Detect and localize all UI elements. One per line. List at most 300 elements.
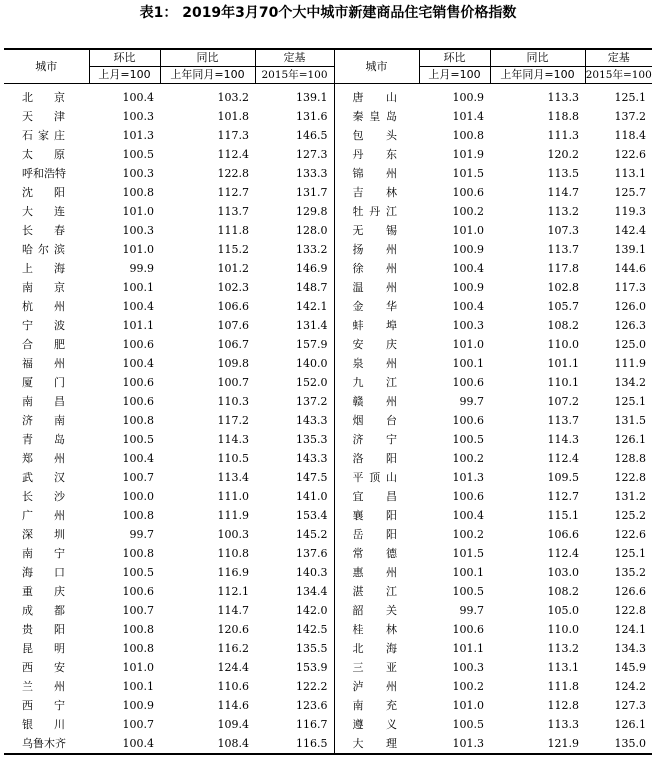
cell-right-city: 九江	[334, 373, 419, 392]
cell-left-city: 福州	[22, 357, 65, 370]
cell-right-yoy: 111.3	[547, 129, 579, 142]
cell-left-yoy: 112.1	[217, 585, 249, 598]
table-row	[4, 316, 652, 335]
cell-right-city: 大理	[334, 734, 419, 754]
cell-left-yoy: 116.2	[217, 642, 249, 655]
cell-left-base: 137.2	[296, 395, 328, 408]
cell-left-yoy: 112.4	[217, 148, 249, 161]
cell-left-yoy: 122.8	[217, 167, 249, 180]
cell-right-mom: 101.0	[452, 699, 484, 712]
cell-right-city: 赣州	[334, 392, 419, 411]
cell-left-base: 152.0	[296, 376, 328, 389]
cell-left-yoy: 113.4	[217, 471, 249, 484]
cell-right-yoy: 110.0	[547, 338, 579, 351]
cell-right-yoy: 112.7	[547, 490, 579, 503]
table-row	[4, 601, 652, 620]
cell-left-base: 142.0	[296, 604, 328, 617]
cell-left-city: 银川	[22, 718, 65, 731]
cell-right-base: 113.1	[614, 167, 646, 180]
cell-left-city: 西安	[22, 661, 65, 674]
cell-left-base: 134.4	[296, 585, 328, 598]
cell-left-city: 太原	[22, 148, 65, 161]
cell-left-mom: 100.4	[122, 300, 154, 313]
cell-right-base: 126.0	[614, 300, 646, 313]
cell-right-mom: 100.5	[452, 718, 484, 731]
cell-left-city: 兰州	[22, 680, 65, 693]
cell-right-mom: 100.9	[452, 91, 484, 104]
cell-right-mom: 100.4	[452, 300, 484, 313]
cell-right-base: 125.1	[614, 395, 646, 408]
cell-right-yoy: 113.2	[547, 205, 579, 218]
cell-left-city: 厦门	[22, 376, 65, 389]
cell-right-mom: 100.6	[452, 414, 484, 427]
cell-right-base: 135.0	[585, 734, 652, 754]
cell-left-mom: 101.1	[122, 319, 154, 332]
cell-left-mom: 100.8	[122, 623, 154, 636]
table-row	[4, 582, 652, 601]
table-row	[4, 563, 652, 582]
cell-left-base: 145.2	[296, 528, 328, 541]
cell-left-city: 海口	[22, 566, 65, 579]
cell-left-city: 郑州	[22, 452, 65, 465]
cell-right-mom: 100.9	[452, 281, 484, 294]
cell-right-mom: 100.4	[452, 262, 484, 275]
cell-right-base: 131.5	[614, 414, 646, 427]
cell-right-yoy: 110.0	[547, 623, 579, 636]
cell-left-yoy: 101.8	[217, 110, 249, 123]
table-row	[4, 468, 652, 487]
cell-left-base: 148.7	[296, 281, 328, 294]
cell-right-mom: 101.0	[452, 338, 484, 351]
cell-right-mom: 100.5	[452, 585, 484, 598]
cell-left-base: 143.3	[296, 452, 328, 465]
table-row	[4, 107, 652, 126]
subheader-mom-right: 上月=100	[419, 67, 490, 84]
cell-right-base: 122.6	[614, 528, 646, 541]
cell-right-yoy: 113.1	[547, 661, 579, 674]
cell-right-city: 济宁	[334, 430, 419, 449]
cell-right-base: 135.2	[614, 566, 646, 579]
table-row	[4, 544, 652, 563]
table-row	[4, 240, 652, 259]
header-mom-right: 环比	[419, 49, 490, 67]
cell-left-city: 长沙	[22, 490, 65, 503]
cell-right-yoy: 106.6	[547, 528, 579, 541]
cell-left-base: 139.1	[296, 91, 328, 104]
cell-left-city: 南京	[22, 281, 65, 294]
cell-right-mom: 101.3	[452, 471, 484, 484]
cell-left-base: 153.9	[296, 661, 328, 674]
cell-left-mom: 101.0	[122, 243, 154, 256]
cell-left-city: 宁波	[22, 319, 65, 332]
cell-left-mom: 100.8	[122, 509, 154, 522]
table-row	[4, 335, 652, 354]
table-row	[4, 297, 652, 316]
cell-right-yoy: 109.5	[547, 471, 579, 484]
cell-left-mom: 99.7	[129, 528, 154, 541]
cell-left-mom: 100.5	[122, 148, 154, 161]
cell-right-city: 温州	[334, 278, 419, 297]
cell-left-city: 西宁	[22, 699, 65, 712]
cell-right-base: 125.2	[614, 509, 646, 522]
cell-right-mom: 100.2	[452, 452, 484, 465]
table-row	[4, 373, 652, 392]
cell-right-yoy: 113.7	[547, 414, 579, 427]
cell-right-city: 牡丹江	[334, 202, 419, 221]
table-row	[4, 525, 652, 544]
cell-right-yoy: 113.2	[547, 642, 579, 655]
cell-right-base: 126.3	[614, 319, 646, 332]
cell-left-city: 武汉	[22, 471, 65, 484]
cell-right-mom: 100.5	[452, 433, 484, 446]
cell-right-base: 122.8	[614, 471, 646, 484]
cell-right-yoy: 120.2	[547, 148, 579, 161]
cell-right-mom: 100.1	[452, 566, 484, 579]
cell-left-city: 大连	[22, 205, 65, 218]
cell-left-yoy: 108.4	[160, 734, 255, 754]
cell-left-city: 哈尔滨	[22, 243, 65, 256]
cell-right-city: 丹东	[334, 145, 419, 164]
cell-left-base: 146.5	[296, 129, 328, 142]
cell-right-city: 惠州	[334, 563, 419, 582]
cell-right-base: 126.1	[614, 718, 646, 731]
cell-right-base: 119.3	[614, 205, 646, 218]
cell-left-yoy: 111.8	[217, 224, 249, 237]
cell-left-mom: 100.8	[122, 186, 154, 199]
table-row	[4, 259, 652, 278]
cell-right-city: 泉州	[334, 354, 419, 373]
cell-right-base: 128.8	[614, 452, 646, 465]
cell-left-mom: 100.8	[122, 414, 154, 427]
header-city-right: 城市	[334, 49, 419, 84]
cell-left-yoy: 114.3	[217, 433, 249, 446]
table-row	[4, 278, 652, 297]
cell-right-city: 唐山	[334, 84, 419, 108]
cell-left-mom: 100.3	[122, 224, 154, 237]
cell-right-mom: 100.4	[452, 509, 484, 522]
cell-left-yoy: 113.7	[217, 205, 249, 218]
cell-left-city: 上海	[22, 262, 65, 275]
cell-right-base: 125.0	[614, 338, 646, 351]
cell-left-base: 142.1	[296, 300, 328, 313]
cell-right-city: 徐州	[334, 259, 419, 278]
cell-right-mom: 100.2	[452, 680, 484, 693]
cell-left-mom: 100.3	[122, 167, 154, 180]
cell-right-city: 湛江	[334, 582, 419, 601]
cell-left-yoy: 114.6	[217, 699, 249, 712]
cell-right-mom: 101.0	[452, 224, 484, 237]
cell-left-city: 呼和浩特	[22, 167, 66, 180]
cell-right-city: 襄阳	[334, 506, 419, 525]
cell-left-mom: 100.4	[89, 734, 160, 754]
table-row	[4, 411, 652, 430]
cell-left-base: 116.7	[296, 718, 328, 731]
cell-right-base: 127.3	[614, 699, 646, 712]
table-row	[4, 715, 652, 734]
cell-left-base: 135.5	[296, 642, 328, 655]
cell-right-yoy: 117.8	[547, 262, 579, 275]
cell-left-base: 135.3	[296, 433, 328, 446]
cell-left-mom: 100.7	[122, 604, 154, 617]
cell-left-yoy: 103.2	[217, 91, 249, 104]
table-row	[4, 696, 652, 715]
cell-right-city: 无锡	[334, 221, 419, 240]
table-row	[4, 202, 652, 221]
cell-left-mom: 101.0	[122, 205, 154, 218]
header-yoy-left: 同比	[160, 49, 255, 67]
cell-right-city: 金华	[334, 297, 419, 316]
cell-left-base: 127.3	[296, 148, 328, 161]
cell-right-base: 131.2	[614, 490, 646, 503]
cell-right-yoy: 108.2	[547, 319, 579, 332]
cell-right-mom: 100.3	[452, 661, 484, 674]
cell-right-base: 144.6	[614, 262, 646, 275]
cell-right-mom: 100.3	[452, 319, 484, 332]
cell-right-yoy: 110.1	[547, 376, 579, 389]
cell-left-yoy: 100.3	[217, 528, 249, 541]
cell-left-base: 133.2	[296, 243, 328, 256]
cell-right-city: 锦州	[334, 164, 419, 183]
cell-right-base: 137.2	[614, 110, 646, 123]
table-row	[4, 449, 652, 468]
cell-right-base: 126.6	[614, 585, 646, 598]
table-row	[4, 221, 652, 240]
cell-right-yoy: 114.3	[547, 433, 579, 446]
cell-left-mom: 100.6	[122, 376, 154, 389]
cell-right-base: 139.1	[614, 243, 646, 256]
cell-right-city: 南充	[334, 696, 419, 715]
cell-right-base: 134.2	[614, 376, 646, 389]
cell-left-base: 147.5	[296, 471, 328, 484]
cell-right-base: 122.6	[614, 148, 646, 161]
cell-right-base: 145.9	[614, 661, 646, 674]
cell-right-city: 安庆	[334, 335, 419, 354]
cell-left-base: 131.4	[296, 319, 328, 332]
cell-right-base: 134.3	[614, 642, 646, 655]
cell-right-base: 125.1	[614, 547, 646, 560]
cell-left-yoy: 111.0	[217, 490, 249, 503]
cell-left-yoy: 110.5	[217, 452, 249, 465]
cell-right-yoy: 115.1	[547, 509, 579, 522]
header-base-left: 定基	[255, 49, 334, 67]
cell-right-mom: 100.2	[452, 528, 484, 541]
cell-right-mom: 101.1	[452, 642, 484, 655]
cell-right-yoy: 113.3	[547, 718, 579, 731]
cell-left-mom: 100.6	[122, 338, 154, 351]
cell-left-yoy: 109.8	[217, 357, 249, 370]
cell-left-city: 石家庄	[22, 129, 65, 142]
cell-right-base: 126.1	[614, 433, 646, 446]
cell-right-city: 洛阳	[334, 449, 419, 468]
cell-right-mom: 99.7	[459, 604, 484, 617]
table-row	[4, 354, 652, 373]
header-mom-left: 环比	[89, 49, 160, 67]
cell-right-city: 吉林	[334, 183, 419, 202]
cell-right-mom: 100.2	[452, 205, 484, 218]
cell-right-mom: 100.6	[452, 376, 484, 389]
cell-right-yoy: 105.0	[547, 604, 579, 617]
cell-left-base: 153.4	[296, 509, 328, 522]
cell-left-base: 140.3	[296, 566, 328, 579]
cell-left-mom: 101.0	[122, 661, 154, 674]
table-title: 表1： 2019年3月70个大中城市新建商品住宅销售价格指数	[139, 5, 517, 21]
cell-right-mom: 101.4	[452, 110, 484, 123]
subheader-mom-left: 上月=100	[89, 67, 160, 84]
cell-left-base: 143.3	[296, 414, 328, 427]
cell-left-city: 贵阳	[22, 623, 65, 636]
cell-left-city: 昆明	[22, 642, 65, 655]
table-row	[4, 392, 652, 411]
cell-left-yoy: 115.2	[217, 243, 249, 256]
cell-left-base: 140.0	[296, 357, 328, 370]
cell-right-yoy: 121.9	[490, 734, 585, 754]
cell-right-mom: 100.8	[452, 129, 484, 142]
subheader-yoy-left: 上年同月=100	[160, 67, 255, 84]
cell-left-mom: 100.3	[122, 110, 154, 123]
cell-right-city: 扬州	[334, 240, 419, 259]
cell-left-base: 133.3	[296, 167, 328, 180]
cell-left-yoy: 110.3	[217, 395, 249, 408]
cell-left-mom: 100.1	[122, 281, 154, 294]
table-row	[4, 487, 652, 506]
cell-left-city: 长春	[22, 224, 65, 237]
cell-right-yoy: 112.8	[547, 699, 579, 712]
cell-right-mom: 100.1	[452, 357, 484, 370]
cell-right-city: 蚌埠	[334, 316, 419, 335]
cell-left-city: 天津	[22, 110, 65, 123]
cell-left-city: 广州	[22, 509, 65, 522]
cell-left-city: 成都	[22, 604, 65, 617]
cell-right-yoy: 112.4	[547, 452, 579, 465]
cell-right-base: 142.4	[614, 224, 646, 237]
cell-left-base: 123.6	[296, 699, 328, 712]
cell-left-yoy: 124.4	[217, 661, 249, 674]
cell-left-yoy: 101.2	[217, 262, 249, 275]
cell-left-mom: 100.5	[122, 433, 154, 446]
cell-right-mom: 100.6	[452, 623, 484, 636]
cell-left-city: 合肥	[22, 338, 65, 351]
cell-left-base: 146.9	[296, 262, 328, 275]
cell-right-yoy: 118.8	[547, 110, 579, 123]
table-row	[4, 639, 652, 658]
cell-right-base: 111.9	[614, 357, 646, 370]
cell-right-base: 124.2	[614, 680, 646, 693]
cell-left-yoy: 112.7	[217, 186, 249, 199]
cell-left-yoy: 109.4	[217, 718, 249, 731]
cell-left-yoy: 117.2	[217, 414, 249, 427]
cell-right-yoy: 112.4	[547, 547, 579, 560]
cell-left-yoy: 107.6	[217, 319, 249, 332]
cell-left-yoy: 110.8	[217, 547, 249, 560]
cell-right-city: 韶关	[334, 601, 419, 620]
cell-left-city: 济南	[22, 414, 65, 427]
cell-right-base: 124.1	[614, 623, 646, 636]
cell-left-city: 深圳	[22, 528, 65, 541]
cell-right-city: 秦皇岛	[334, 107, 419, 126]
cell-left-base: 128.0	[296, 224, 328, 237]
cell-left-mom: 100.4	[122, 91, 154, 104]
cell-left-base: 157.9	[296, 338, 328, 351]
cell-left-mom: 100.6	[122, 585, 154, 598]
cell-left-mom: 101.3	[122, 129, 154, 142]
cell-right-yoy: 111.8	[547, 680, 579, 693]
cell-right-city: 包头	[334, 126, 419, 145]
cell-left-base: 129.8	[296, 205, 328, 218]
cell-right-city: 岳阳	[334, 525, 419, 544]
cell-right-city: 烟台	[334, 411, 419, 430]
cell-right-city: 遵义	[334, 715, 419, 734]
cell-right-mom: 100.9	[452, 243, 484, 256]
cell-left-yoy: 111.9	[217, 509, 249, 522]
cell-left-mom: 100.8	[122, 642, 154, 655]
cell-left-city: 杭州	[22, 300, 65, 313]
header-yoy-right: 同比	[490, 49, 585, 67]
table-row	[4, 430, 652, 449]
cell-left-yoy: 100.7	[217, 376, 249, 389]
cell-left-yoy: 116.9	[217, 566, 249, 579]
cell-right-yoy: 113.3	[547, 91, 579, 104]
cell-right-city: 常德	[334, 544, 419, 563]
cell-left-base: 131.6	[296, 110, 328, 123]
cell-left-city: 重庆	[22, 585, 65, 598]
cell-right-yoy: 107.3	[547, 224, 579, 237]
cell-right-base: 117.3	[614, 281, 646, 294]
cell-left-yoy: 102.3	[217, 281, 249, 294]
cell-right-city: 桂林	[334, 620, 419, 639]
cell-left-yoy: 117.3	[217, 129, 249, 142]
cell-right-yoy: 101.1	[547, 357, 579, 370]
cell-right-mom: 101.3	[419, 734, 490, 754]
cell-left-city: 沈阳	[22, 186, 65, 199]
cell-left-yoy: 120.6	[217, 623, 249, 636]
cell-right-yoy: 113.5	[547, 167, 579, 180]
cell-left-mom: 99.9	[129, 262, 154, 275]
cell-left-city: 南宁	[22, 547, 65, 560]
cell-left-base: 116.5	[255, 734, 334, 754]
cell-left-mom: 100.0	[122, 490, 154, 503]
cell-right-city: 平顶山	[334, 468, 419, 487]
cell-left-base: 142.5	[296, 623, 328, 636]
cell-right-base: 118.4	[614, 129, 646, 142]
cell-left-yoy: 106.7	[217, 338, 249, 351]
cell-right-yoy: 114.7	[547, 186, 579, 199]
cell-right-yoy: 103.0	[547, 566, 579, 579]
table-row	[4, 677, 652, 696]
cell-right-mom: 101.5	[452, 547, 484, 560]
price-index-table	[4, 48, 652, 755]
table-body	[4, 84, 652, 755]
cell-right-city: 宜昌	[334, 487, 419, 506]
table-row	[4, 126, 652, 145]
header-city-left: 城市	[4, 49, 89, 84]
cell-left-mom: 100.8	[122, 547, 154, 560]
cell-right-mom: 101.5	[452, 167, 484, 180]
cell-right-yoy: 113.7	[547, 243, 579, 256]
cell-left-mom: 100.1	[122, 680, 154, 693]
subheader-base-right: 2015年=100	[585, 67, 652, 84]
cell-right-mom: 99.7	[459, 395, 484, 408]
cell-right-mom: 100.6	[452, 490, 484, 503]
cell-left-yoy: 110.6	[217, 680, 249, 693]
cell-left-mom: 100.7	[122, 718, 154, 731]
cell-right-city: 三亚	[334, 658, 419, 677]
cell-right-base: 122.8	[614, 604, 646, 617]
cell-left-city: 北京	[22, 91, 65, 104]
cell-left-mom: 100.9	[122, 699, 154, 712]
cell-right-base: 125.7	[614, 186, 646, 199]
cell-right-mom: 101.9	[452, 148, 484, 161]
cell-right-yoy: 107.2	[547, 395, 579, 408]
